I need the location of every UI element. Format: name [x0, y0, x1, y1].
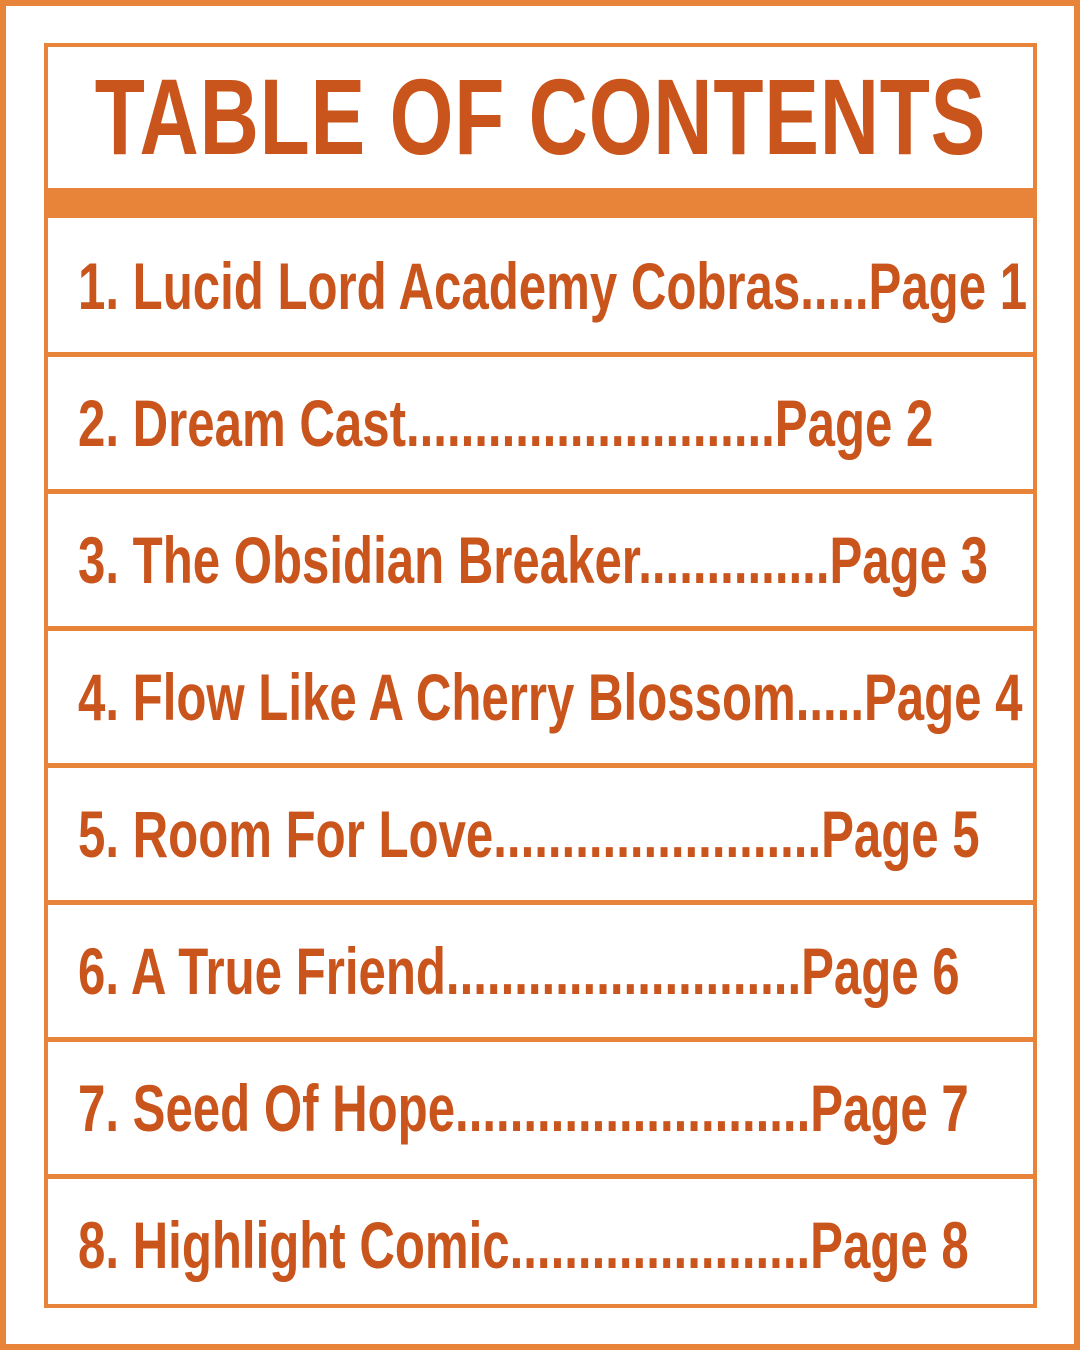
list-item[interactable] [48, 766, 1033, 902]
list-item[interactable] [48, 629, 1033, 765]
list-item[interactable] [48, 218, 1033, 354]
entry-text: 7. Seed Of Hope..........................Page 7 [78, 1071, 969, 1145]
list-item[interactable] [48, 1040, 1033, 1176]
entry-text: 6. A True Friend..........................Page 6 [78, 934, 960, 1008]
page-title: TABLE OF CONTENTS [94, 56, 987, 177]
entry-text: 8. Highlight Comic......................Page 8 [78, 1208, 969, 1282]
list-item[interactable] [48, 492, 1033, 628]
entry-text: 4. Flow Like A Cherry Blossom.....Page 4 [78, 660, 1023, 734]
list-item[interactable] [48, 1177, 1033, 1313]
title-row [48, 47, 1033, 187]
entry-text: 3. The Obsidian Breaker..............Page 3 [78, 523, 989, 597]
entry-text: 1. Lucid Lord Academy Cobras.....Page 1 [78, 249, 1028, 323]
list-item[interactable] [48, 903, 1033, 1039]
list-item[interactable] [48, 355, 1033, 491]
entry-text: 5. Room For Love........................Page 5 [78, 797, 980, 871]
table-of-contents [44, 43, 1037, 1308]
title-divider-bar [48, 188, 1033, 218]
entry-text: 2. Dream Cast...........................Page 2 [78, 386, 934, 460]
